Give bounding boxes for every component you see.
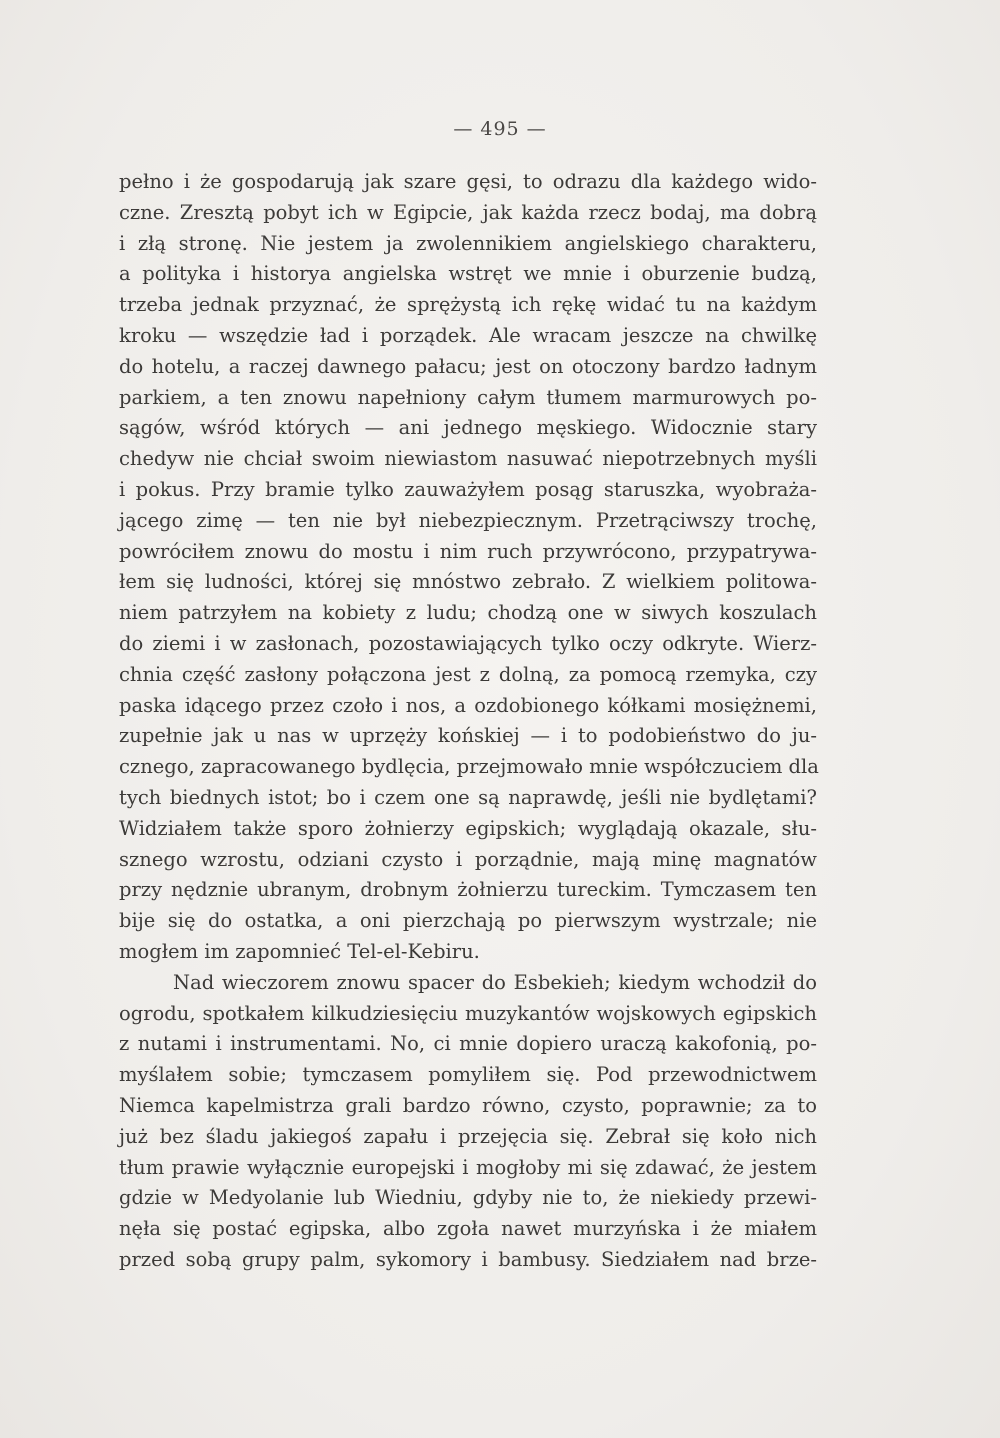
text-line: chedyw nie chciał swoim niewiastom nasuwać niepotrzebnych myśli — [119, 447, 817, 471]
text-line: paska idącego przez czoło i nos, a ozdobionego kółkami mosiężnemi, — [119, 693, 817, 717]
text-line: kroku — wszędzie ład i porządek. Ale wracam jeszcze na chwilkę — [119, 323, 817, 347]
text-line: myślałem sobie; tymczasem pomyliłem się. Pod przewodnictwem — [119, 1063, 817, 1087]
text-line: sznego wzrostu, odziani czysto i porządnie, mają minę magnatów — [119, 847, 817, 871]
text-line: z nutami i instrumentami. No, ci mnie dopiero uraczą kakofonią, po- — [119, 1032, 817, 1056]
text-line: bije się do ostatka, a oni pierzchają po pierwszym wystrzale; nie — [119, 909, 817, 933]
text-line: powróciłem znowu do mostu i nim ruch przywrócono, przypatrywa- — [119, 539, 817, 563]
text-line: i złą stronę. Nie jestem ja zwolennikiem angielskiego charakteru, — [119, 231, 817, 255]
text-line: tych biednych istot; bo i czem one są naprawdę, jeśli nie bydlętami? — [119, 785, 817, 809]
text-line: chnia część zasłony połączona jest z dolną, za pomocą rzemyka, czy — [119, 662, 817, 686]
text-line: i pokus. Przy bramie tylko zauważyłem posąg staruszka, wyobraża- — [119, 477, 817, 501]
text-line: Nad wieczorem znowu spacer do Esbekieh; kiedym wchodził do — [173, 970, 817, 994]
text-line: mogłem im zapomnieć Tel-el-Kebiru. — [119, 939, 480, 963]
text-line: Widziałem także sporo żołnierzy egipskich; wyglądają okazale, słu- — [119, 816, 817, 840]
text-line: już bez śladu jakiegoś zapału i przejęcia się. Zebrał się koło nich — [119, 1124, 817, 1148]
page-number: — 495 — — [453, 118, 547, 140]
text-line: przed sobą grupy palm, sykomory i bambusy. Siedziałem nad brze- — [119, 1247, 817, 1271]
text-line: cznego, zapracowanego bydlęcia, przejmowało mnie współczuciem dla — [119, 755, 819, 779]
text-line: zupełnie jak u nas w uprzęży końskiej — i to podobieństwo do ju- — [119, 724, 817, 748]
body-text — [119, 167, 817, 1276]
text-line: tłum prawie wyłącznie europejski i mogłoby mi się zdawać, że jestem — [119, 1155, 817, 1179]
paragraph — [119, 167, 817, 968]
text-line: a polityka i historya angielska wstręt we mnie i oburzenie budzą, — [119, 262, 817, 286]
text-line: parkiem, a ten znowu napełniony całym tłumem marmurowych po- — [119, 385, 817, 409]
text-line: pełno i że gospodarują jak szare gęsi, to odrazu dla każdego wido- — [119, 170, 817, 193]
text-line: nęła się postać egipska, albo zgoła nawet murzyńska i że miałem — [119, 1217, 817, 1241]
text-line: do hotelu, a raczej dawnego pałacu; jest on otoczony bardzo ładnym — [119, 354, 817, 378]
text-line: niem patrzyłem na kobiety z ludu; chodzą one w siwych koszulach — [119, 601, 817, 625]
text-line: do ziemi i w zasłonach, pozostawiających tylko oczy odkryte. Wierz- — [119, 631, 817, 655]
text-line: gdzie w Medyolanie lub Wiedniu, gdyby nie to, że niekiedy przewi- — [119, 1186, 817, 1210]
text-line: Niemca kapelmistrza grali bardzo równo, czysto, poprawnie; za to — [119, 1093, 817, 1117]
text-line: czne. Zresztą pobyt ich w Egipcie, jak każda rzecz bodaj, ma dobrą — [119, 200, 817, 224]
text-line: sągów, wśród których — ani jednego męskiego. Widocznie stary — [119, 416, 817, 440]
text-line: łem się ludności, której się mnóstwo zebrało. Z wielkiem politowa- — [119, 570, 817, 594]
text-line: przy nędznie ubranym, drobnym żołnierzu tureckim. Tymczasem ten — [119, 878, 817, 902]
text-line: ogrodu, spotkałem kilkudziesięciu muzykantów wojskowych egipskich — [119, 1001, 817, 1025]
text-line: jącego zimę — ten nie był niebezpiecznym. Przetrąciwszy trochę, — [119, 508, 817, 532]
text-line: trzeba jednak przyznać, że sprężystą ich rękę widać tu na każdym — [119, 293, 817, 317]
paragraph — [119, 968, 817, 1276]
